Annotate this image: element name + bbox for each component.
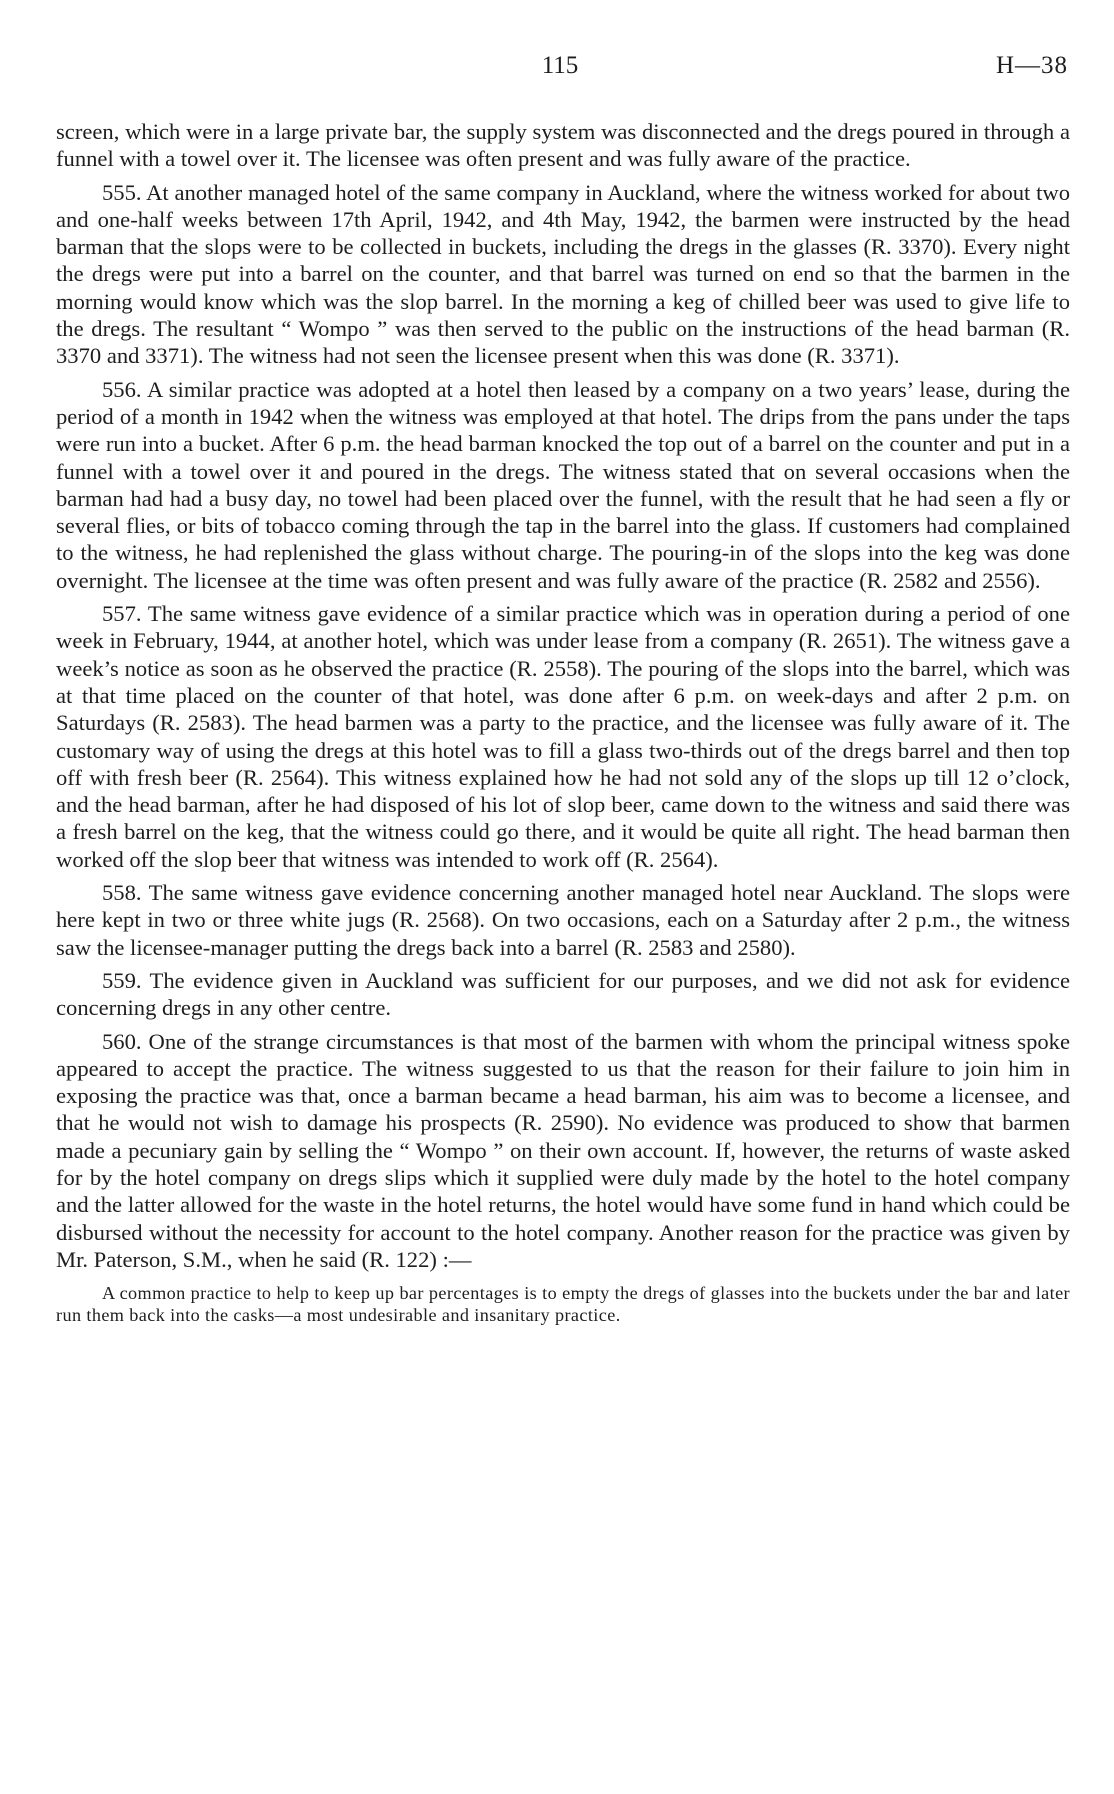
document-body (56, 118, 1070, 1326)
page-number: 115 (541, 52, 579, 79)
paragraph-556: 556. A similar practice was adopted at a hotel then leased by a company on a two years’ lease, during the period of a month in 1942 when the witness was employed at that hotel. The drips from the pans under the taps were run into a bucket. After 6 p.m. the head barman knocked the top out of a barrel on the counter and put in a funnel with a towel over it and poured in the dregs. The witness stated that on several occasions when the barman had had a busy day, no towel had been placed over the funnel, with the result that he had seen a fly or several flies, or bits of tobacco coming through the tap in the barrel into the glass. If customers had complained to the witness, he had replenished the glass without charge. The pouring-in of the slops into the keg was done overnight. The licensee at the time was often present and was fully aware of the practice (R. 2582 and 2556). (56, 376, 1070, 593)
paragraph-558: 558. The same witness gave evidence concerning another managed hotel near Auckland. The slops were here kept in two or three white jugs (R. 2568). On two occasions, each on a Saturday after 2 p.m., the witness saw the licensee-manager putting the dregs back into a barrel (R. 2583 and 2580). (56, 880, 1070, 960)
paragraph-557: 557. The same witness gave evidence of a similar practice which was in operation during a period of one week in February, 1944, at another hotel, which was under lease from a company (R. 2651). The witness gave a week’s notice as soon as he observed the practice (R. 2558). The pouring of the slops into the barrel, which was at that time placed on the counter of that hotel, was done after 6 p.m. on week-days and after 2 p.m. on Saturdays (R. 2583). The head barmen was a party to the practice, and the licensee was fully aware of it. The customary way of using the dregs at this hotel was to fill a glass two-thirds out of the dregs barrel and then top off with fresh beer (R. 2564). This witness explained how he had not sold any of the slops up till 12 o’clock, and the head barman, after he had disposed of his lot of slop beer, came down to the witness and said there was a fresh barrel on the keg, that the witness could go there, and it would be quite all right. The head barman then worked off the slop beer that witness was intended to work off (R. 2564). (56, 601, 1070, 872)
paragraph-559: 559. The evidence given in Auckland was sufficient for our purposes, and we did not ask for evidence concerning dregs in any other centre. (56, 967, 1070, 1021)
paragraph-560: 560. One of the strange circumstances is that most of the barmen with whom the principal witness spoke appeared to accept the practice. The witness suggested to us that the reason for their failure to join him in exposing the practice was that, once a barman became a head barman, his aim was to become a licensee, and that he would not wish to damage his prospects (R. 2590). No evidence was produced to show that barmen made a pecuniary gain by selling the “ Wompo ” on their own account. If, however, the returns of waste asked for by the hotel company on dregs slips which it supplied were duly made by the hotel to the hotel company and the latter allowed for the waste in the hotel returns, the hotel would have some fund in hand which could be disbursed without the necessity for account to the hotel company. Another reason for the practice was given by Mr. Paterson, S.M., when he said (R. 122) :— (56, 1028, 1070, 1272)
paragraph-continuation: screen, which were in a large private bar, the supply system was disconnected and the dregs poured in through a funnel with a towel over it. The licensee was often present and was fully aware of the practice. (56, 119, 1070, 172)
document-reference: H—38 (995, 52, 1068, 79)
block-quote: A common practice to help to keep up bar percentages is to empty the dregs of glasses into the buckets under the bar and later run them back into the casks—a most undesirable and insanitary practice. (56, 1283, 1070, 1325)
paragraph-555: 555. At another managed hotel of the same company in Auckland, where the witness worked for about two and one-half weeks between 17th April, 1942, and 4th May, 1942, the barmen were instructed by the head barman that the slops were to be collected in buckets, including the dregs in the glasses (R. 3370). Every night the dregs were put into a barrel on the counter, and that barrel was turned on end so that the barmen in the morning would know which was the slop barrel. In the morning a keg of chilled beer was used to give life to the dregs. The resultant “ Wompo ” was then served to the public on the instructions of the head barman (R. 3370 and 3371). The witness had not seen the licensee present when this was done (R. 3371). (56, 179, 1070, 369)
